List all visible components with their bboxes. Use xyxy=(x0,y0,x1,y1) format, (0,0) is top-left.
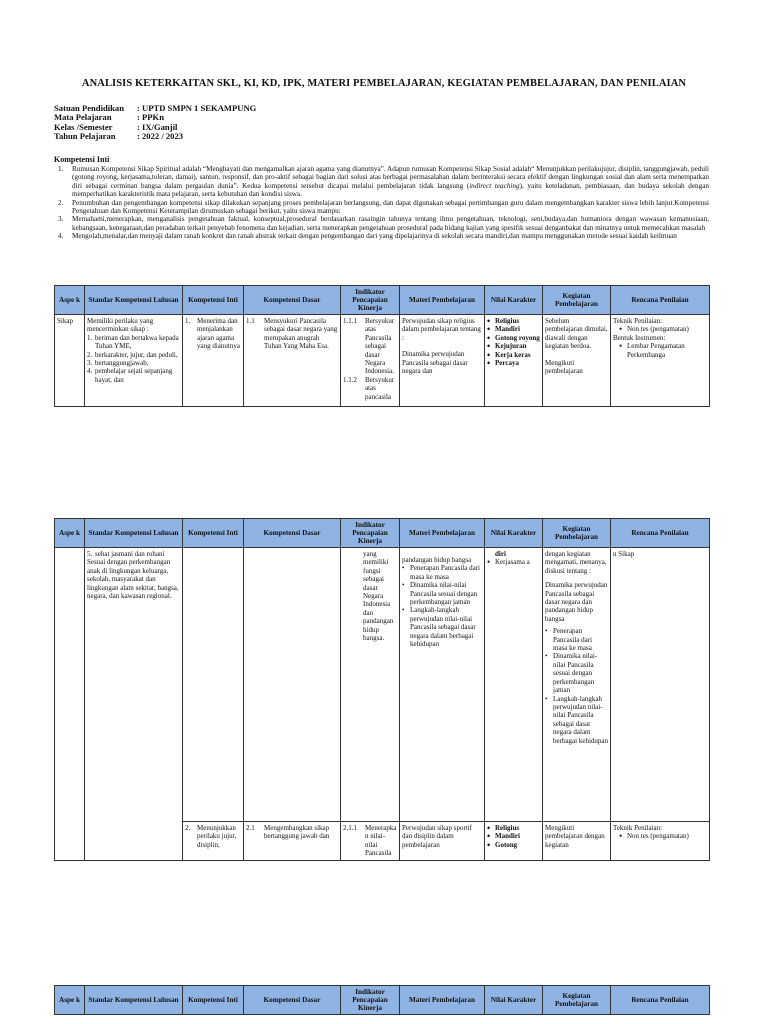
table-header-row xyxy=(55,986,710,1015)
penilaian-text: Non tes (pengamatan) xyxy=(627,325,689,334)
cell-aspek xyxy=(55,548,85,861)
identity-label: Tahun Pelajaran xyxy=(54,131,116,142)
penilaian-heading: Bentuk Instrumen: xyxy=(613,333,666,342)
kd-number: 1.1 xyxy=(246,317,255,325)
karakter-label: Kerja keras xyxy=(495,350,531,359)
ki-item xyxy=(54,199,709,216)
kegiatan-item xyxy=(545,627,608,652)
bullet-icon: • xyxy=(402,564,405,573)
bullet-icon: • xyxy=(619,831,623,842)
skl-item-number: 3. xyxy=(87,359,93,368)
materi-item-text: Penerapan Pancasila dari masa ke masa xyxy=(410,564,480,581)
penilaian-heading: Teknik Penilaian: xyxy=(613,317,663,325)
cell-karakter xyxy=(485,548,543,822)
ki-text-part: Rumusan Kompetensi Sikap Spiritual adalah “Menghayati dan mengamalkan ajaran agama yang dianutnya”. Adapun rumusan Kompetensi Sikap Sosial adalah“ Menunjukkan perilakujujur, disiplin, tanggungjawab, peduli (gotong royong, kerjasama,toleran, damai), santun, responsif, dan pro-aktif sebagai bagian dari solusi atas berbagai permasalahan dalam berinteraksi secara efektif dengan lingkungan sosial dan alam serta menempatkan diri sebagai cerminan bangsa dalam pergaulan dunia”. Kedua kompetensi tersebut dicapai melalui pembelajaran tidak langsung ( xyxy=(72,165,709,190)
karakter-label: Kejujuran xyxy=(495,342,527,351)
karakter-label: Gotong xyxy=(495,840,518,849)
header-aspek: Aspe k xyxy=(55,986,85,1015)
ki-cell-number: 2. xyxy=(185,824,191,832)
karakter-label: Percaya xyxy=(495,359,519,368)
kegiatan-item xyxy=(545,652,608,694)
bullet-icon: • xyxy=(487,332,491,343)
header-penilaian: Rencana Penilaian xyxy=(611,986,710,1015)
header-kd: Kompetensi Dasar xyxy=(244,986,341,1015)
identity-value: : UPTD SMPN 1 SEKAMPUNG xyxy=(137,103,257,113)
bullet-icon: • xyxy=(402,606,405,615)
skl-item xyxy=(87,550,180,558)
materi-item xyxy=(402,564,482,581)
skl-item-text: berkarakter, jujur, dan peduli, xyxy=(95,350,178,359)
identity-label: Kelas /Semester xyxy=(54,121,113,132)
ki-item-text: Penumbuhan dan pengembangan kompetensi sikap dilakukan sepanjang proses pembelajaran berlangsung, dan dapat digunakan sebagai pertimbangan guru dalam mengembangkan karakter siswa lebih lanjut.Kompetensi Pengetahuan dan Kompetensi Keterampilan dirumuskan sebagai berikut, yaitu siswa mampu: xyxy=(72,198,709,216)
penilaian-text: Lembar Pengamatan Perkembanga xyxy=(627,342,685,359)
kegiatan-item-text: Langkah-langkah perwujudan nilai-nilai Pancasila sebagai dasar negara dalam berbagai kehidupan xyxy=(553,694,609,745)
skl-item-number: 2. xyxy=(87,350,93,359)
header-kd: Kompetensi Dasar xyxy=(244,286,341,315)
ki-heading: Kompetensi Inti xyxy=(54,155,110,164)
karakter-item xyxy=(487,832,540,840)
bullet-icon: • xyxy=(487,324,491,335)
materi-text: Dinamika perwujudan Pancasila sebagai dasar negara dan xyxy=(402,350,468,376)
cell-penilaian xyxy=(611,548,710,822)
header-materi: Materi Pembelajaran xyxy=(400,986,485,1015)
ipk-text: yang memiliki fungsi sebagai dasar Negara Indonesia dan pandangan hidup bangsa. xyxy=(363,550,394,643)
ki-cell-text: Menerima dan menjalankan ajaran agama yang dianutnya xyxy=(197,317,240,351)
ki-item-number: 2. xyxy=(58,198,64,207)
kegiatan-text: Mengikuti pembelajaran xyxy=(545,358,583,376)
ki-text-part: ), yaitu keteladanan, pembiasaan, dan budaya sekolah dengan memperhatikan karakteristik mata pelajaran, serta kebutuhan dan kondisi siswa. xyxy=(72,181,709,199)
cell-kegiatan xyxy=(543,315,611,407)
table-header-row xyxy=(55,286,710,315)
bullet-icon: • xyxy=(487,316,491,326)
ipk-item xyxy=(343,824,397,858)
kegiatan-text: Sebelum pembelajaran dimulai, diawali dengan kegiatan berdoa. xyxy=(545,317,608,351)
header-materi: Materi Pembelajaran xyxy=(400,519,485,548)
karakter-item xyxy=(487,351,540,359)
bullet-icon: • xyxy=(545,652,548,661)
header-kegiatan: Kegiatan Pembelajaran xyxy=(543,519,611,548)
ki-item xyxy=(54,165,709,199)
identity-value: : 2022 / 2023 xyxy=(137,131,184,142)
ipk-text: Menerapka n nilai-nilai Pancasila xyxy=(365,824,397,858)
header-karakter: Nilai Karakter xyxy=(485,519,543,548)
header-kd: Kompetensi Dasar xyxy=(244,519,341,548)
header-ipk: Indikator Pencapaian Kinerja xyxy=(341,519,400,548)
karakter-item xyxy=(487,334,540,342)
karakter-label: Kerjasama a xyxy=(495,558,530,567)
skl-item xyxy=(87,351,180,359)
cell-skl xyxy=(85,548,183,861)
karakter-label: Religius xyxy=(495,824,520,832)
penilaian-text: n Sikap xyxy=(613,550,635,558)
cell-penilaian xyxy=(611,315,710,407)
header-penilaian: Rencana Penilaian xyxy=(611,286,710,315)
kegiatan-item-text: Penerapan Pancasila dari masa ke masa xyxy=(553,627,593,653)
skl-item-number: 1. xyxy=(87,333,93,342)
skl-item-text: sehat jasmani dan rohani xyxy=(95,550,165,558)
penilaian-item xyxy=(613,325,707,333)
karakter-item xyxy=(487,342,540,350)
ki-item xyxy=(54,215,709,232)
header-kegiatan: Kegiatan Pembelajaran xyxy=(543,286,611,315)
skl-item-text: pembelajar sejati sepanjang hayat, dan xyxy=(95,367,173,384)
kd-text: Mensyukuri Pancasila sebagai dasar negara yang merupakan anugrah Tuhan Yang Maha Esa. xyxy=(264,317,338,351)
materi-text: Perwujudan sikap sportif dan disiplin dalam pembelajaran xyxy=(402,824,472,849)
header-materi: Materi Pembelajaran xyxy=(400,286,485,315)
cell-materi xyxy=(400,548,485,822)
identity-value: : IX/Ganjil xyxy=(137,121,178,132)
header-aspek: Aspe k xyxy=(55,286,85,315)
cell-ipk xyxy=(341,315,400,407)
cell-ipk xyxy=(341,548,400,822)
header-skl: Standar Kompetensi Lulusan xyxy=(85,286,183,315)
ipk-text: Bersyukur atas pancasila xyxy=(365,375,395,401)
cell-ki xyxy=(183,315,244,407)
ipk-number: 1.1.2 xyxy=(343,375,357,384)
kd-number: 2.1 xyxy=(246,824,255,832)
cell-ki xyxy=(183,822,244,861)
ipk-number: 1.1.1 xyxy=(343,317,357,325)
cell-karakter xyxy=(485,822,543,861)
bullet-icon: • xyxy=(487,358,491,369)
table-row xyxy=(55,315,710,407)
skl-item xyxy=(87,334,180,351)
bullet-icon: • xyxy=(619,324,623,335)
bullet-icon: • xyxy=(402,581,405,590)
header-karakter: Nilai Karakter xyxy=(485,986,543,1015)
cell-kd xyxy=(244,822,341,861)
header-ipk: Indikator Pencapaian Kinerja xyxy=(341,986,400,1015)
penilaian-heading: Teknik Penilaian: xyxy=(613,824,663,832)
skl-item-text: bertanggungjawab, xyxy=(95,359,149,368)
kd-text: Mengembangkan sikap bertanggung jawab dan xyxy=(264,824,330,841)
karakter-label: Gotong royong xyxy=(495,333,540,342)
ki-item-number: 1. xyxy=(58,165,64,173)
ki-item-text: Mengolah,menalar,dan menyaji dalam ranah konkret dan ranah abstrak terkait dengan pengembangan dari yang dipelajarinya di sekolah secara mandiri,dan mampu menggunakan metode sesuai kaidah keilmuan xyxy=(72,232,677,241)
bullet-icon: • xyxy=(545,694,548,703)
materi-item-text: Dinamika nilai-nilai Pancasila sesuai dengan perkembangan jaman xyxy=(410,581,478,607)
kd-item xyxy=(246,317,338,351)
analysis-table xyxy=(54,985,710,1015)
ki-item-text: Memahami,menerapkan, menganalisis pengetahuan faktual, konseptual,prosedural berdasarkan rasaingin tahunya tentang ilmu pengetahuan, teknologi, seni,budaya,dan humaniora dengan wawasan kemanusiaan, kebangsaan, kenegaraan,dan peradaban terkait penyebab fenomena dan kejadian, serta menerapkan pengetahuan prosedural pada bidang kajian yang spesifik sesuai denganbakat dan minatnya untuk memecahkan masalah xyxy=(72,215,709,232)
ipk-item xyxy=(343,376,397,401)
identity-value: : PPKn xyxy=(137,112,164,123)
karakter-label: Mandiri xyxy=(495,325,520,334)
skl-item xyxy=(87,367,180,384)
kegiatan-text: Mengikuti pembelajaran dengan kegiatan xyxy=(545,824,605,849)
materi-item-text: Langkah-langkah perwujudan nilai-nilai Pancasila sebagai dasar negara dalam berbagai kehidupan xyxy=(410,606,476,649)
bullet-icon: • xyxy=(545,627,548,636)
ipk-item xyxy=(343,317,397,376)
header-skl: Standar Kompetensi Lulusan xyxy=(85,519,183,548)
ki-cell-item xyxy=(185,317,241,351)
skl-item-number: 5. xyxy=(87,550,93,558)
karakter-label: Religius xyxy=(495,317,520,325)
analysis-table xyxy=(54,518,710,861)
cell-materi xyxy=(400,315,485,407)
penilaian-item xyxy=(613,342,707,359)
kegiatan-text: dengan kegiatan mengamati, menanya, diskusi tentang : xyxy=(545,550,607,575)
karakter-item xyxy=(487,317,540,325)
ipk-number: 2.1.1 xyxy=(343,824,357,832)
bullet-icon: • xyxy=(487,349,491,360)
skl-intro: Memiliki perilaku yang mencerminkan sikap : xyxy=(87,317,154,334)
materi-item xyxy=(402,606,482,648)
karakter-item xyxy=(487,359,540,367)
cell-skl xyxy=(85,315,183,407)
identity-row xyxy=(54,132,256,141)
skl-item-text: beriman dan bertakwa kepada Tuhan YME, xyxy=(95,333,179,351)
skl-text: Sesuai dengan perkembangan anak di lingkungan keluarga, sekolah, masyarakat dan lingkungan alam sekitar, bangsa, negara, dan kawasan regional. xyxy=(87,558,179,601)
ki-cell-item xyxy=(185,824,241,849)
kegiatan-item-text: Dinamika nilai-nilai Pancasila sesuai dengan perkembangan jaman xyxy=(553,652,598,695)
cell-penilaian xyxy=(611,822,710,861)
ipk-text: Bersyukur atas Pancasila sebagai dasar Negara Indonesia. xyxy=(365,317,395,376)
table-header-row xyxy=(55,519,710,548)
bullet-icon: • xyxy=(619,341,623,352)
header-skl: Standar Kompetensi Lulusan xyxy=(85,986,183,1015)
cell-kd xyxy=(244,315,341,407)
materi-text: pandangan hidup bangsa xyxy=(402,556,472,564)
spacer xyxy=(402,342,482,350)
karakter-item xyxy=(487,824,540,832)
karakter-item xyxy=(487,325,540,333)
bullet-icon: • xyxy=(487,341,491,352)
kegiatan-text: Dinamika perwujudan Pancasila sebagai dasar negara dan pandangan hidup bangsa xyxy=(545,581,608,623)
cell-ki xyxy=(183,548,244,822)
cell-materi xyxy=(400,822,485,861)
penilaian-item xyxy=(613,832,707,840)
cell-aspek: Sikap xyxy=(55,315,85,407)
skl-item xyxy=(87,359,180,367)
bullet-icon: • xyxy=(487,823,491,833)
ki-text-italic: indirect teaching xyxy=(469,181,520,190)
penilaian-text: Non tes (pengamatan) xyxy=(627,832,689,841)
header-kegiatan: Kegiatan Pembelajaran xyxy=(543,986,611,1015)
ki-cell-text: Menunjukkan perilaku jujur, disiplin, xyxy=(197,824,237,849)
karakter-item xyxy=(487,841,540,849)
ki-item-number: 4. xyxy=(58,232,64,241)
karakter-item xyxy=(487,558,540,566)
kd-item xyxy=(246,824,338,841)
cell-karakter xyxy=(485,315,543,407)
cell-kd xyxy=(244,548,341,822)
bullet-icon: • xyxy=(487,839,491,850)
header-karakter: Nilai Karakter xyxy=(485,286,543,315)
document-title: ANALISIS KETERKAITAN SKL, KI, KD, IPK, MATERI PEMBELAJARAN, KEGIATAN PEMBELAJARAN, DAN PENILAIAN xyxy=(81,78,687,89)
ki-item-number: 3. xyxy=(58,215,64,224)
header-ipk: Indikator Pencapaian Kinerja xyxy=(341,286,400,315)
ki-item xyxy=(54,232,709,240)
analysis-table xyxy=(54,285,710,407)
karakter-label: Mandiri xyxy=(495,832,520,841)
bullet-icon: • xyxy=(487,557,491,568)
skl-item-number: 4. xyxy=(87,367,93,376)
karakter-label: diri xyxy=(495,550,506,558)
identity-block xyxy=(54,104,256,142)
materi-item xyxy=(402,581,482,606)
header-ki: Kompetensi Inti xyxy=(183,286,244,315)
cell-kegiatan xyxy=(543,548,611,822)
spacer xyxy=(545,351,608,359)
ki-item-text xyxy=(72,165,709,199)
kegiatan-item xyxy=(545,695,608,745)
ki-list xyxy=(54,165,709,241)
materi-text: Perwujudan sikap religius dalam pembelajaran tentang : xyxy=(402,317,481,342)
cell-kegiatan xyxy=(543,822,611,861)
header-ki: Kompetensi Inti xyxy=(183,986,244,1015)
identity-label: Mata Pelajaran xyxy=(54,112,112,123)
header-penilaian: Rencana Penilaian xyxy=(611,519,710,548)
header-ki: Kompetensi Inti xyxy=(183,519,244,548)
header-aspek: Aspe k xyxy=(55,519,85,548)
bullet-icon: • xyxy=(487,831,491,842)
identity-label: Satuan Pendidikan xyxy=(54,103,124,113)
cell-ipk xyxy=(341,822,400,861)
table-row xyxy=(55,548,710,822)
ki-cell-number: 1. xyxy=(185,317,191,325)
